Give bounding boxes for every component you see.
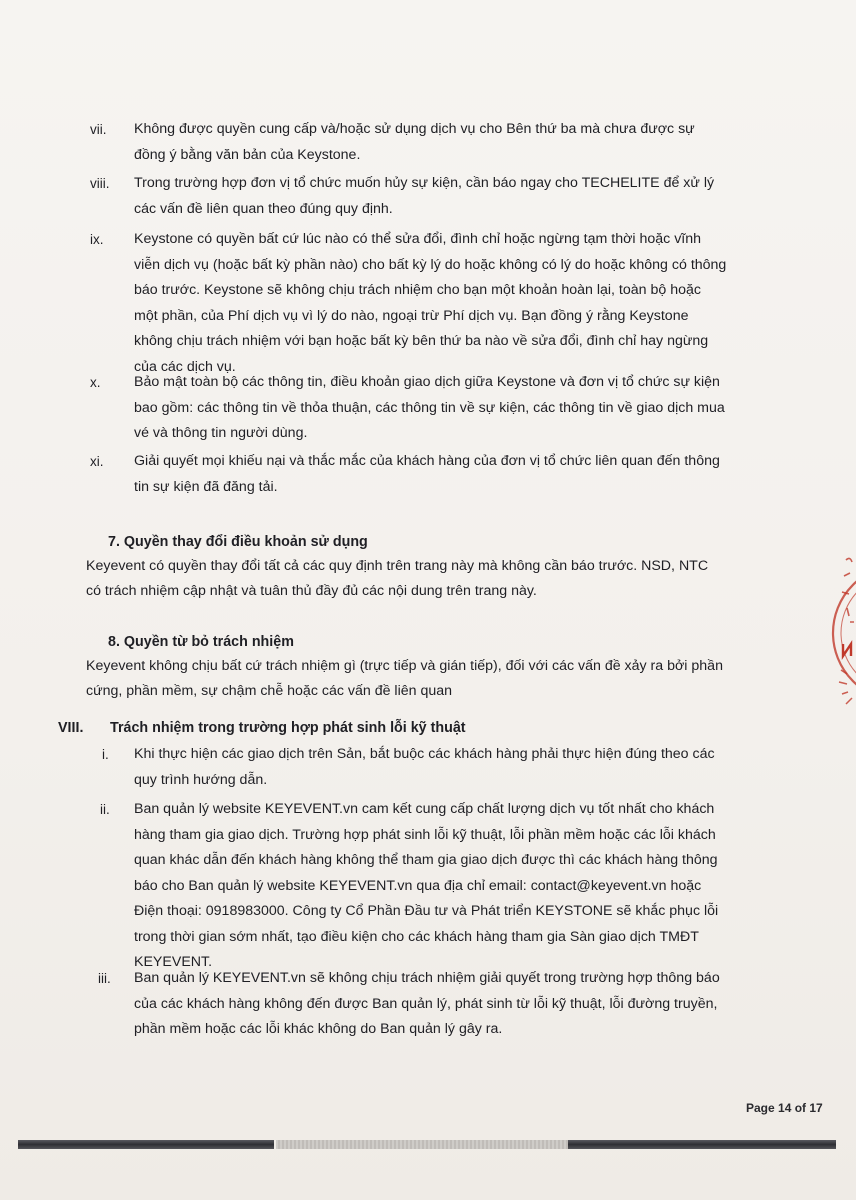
item-text	[134, 370, 774, 447]
text-line: Bảo mật toàn bộ các thông tin, điều khoản giao dịch giữa Keystone và đơn vị tổ chức sự kiện	[134, 374, 720, 390]
item-text	[134, 171, 774, 222]
item-text	[134, 227, 774, 380]
section-8-heading: 8. Quyền từ bỏ trách nhiệm	[108, 634, 294, 650]
text-line: vé và thông tin người dùng.	[134, 425, 308, 441]
page-number	[746, 1101, 823, 1115]
footer-bar-left	[18, 1140, 274, 1149]
item-number: viii.	[90, 176, 110, 191]
text-line: Trong trường hợp đơn vị tổ chức muốn hủy sự kiện, cần báo ngay cho TECHELITE để xử lý	[134, 175, 715, 191]
text-line: có trách nhiệm cập nhật và tuân thủ đầy đủ các nội dung trên trang này.	[86, 583, 537, 599]
section-viii-number: VIII.	[58, 720, 84, 736]
item-text	[134, 117, 774, 168]
text-line: không chịu trách nhiệm với bạn hoặc bất kỳ bên thứ ba nào về sửa đổi, đình chỉ hay ngừng	[134, 333, 709, 349]
text-line: cứng, phần mềm, sự chậm chễ hoặc các vấn đề liên quan	[86, 683, 453, 699]
text-line: các vấn đề liên quan theo đúng quy định.	[134, 200, 393, 217]
text-line: viễn dịch vụ (hoặc bất kỳ phần nào) cho bất kỳ lý do hoặc không có lý do hoặc không có thông	[134, 256, 727, 273]
text-line: hàng tham gia giao dịch. Trường hợp phát sinh lỗi kỹ thuật, lỗi phần mềm hoặc các lỗi khách	[134, 826, 716, 843]
item-number: ix.	[90, 232, 104, 247]
text-line: của các khách hàng không đến được Ban quản lý, phát sinh từ lỗi kỹ thuật, lỗi đường truyền,	[134, 995, 718, 1012]
text-line: của các dịch vụ.	[134, 358, 236, 375]
text-line: báo cho Ban quản lý website KEYEVENT.vn qua địa chỉ email: contact@keyevent.vn hoặc	[134, 877, 702, 894]
item-number: xi.	[90, 454, 104, 469]
item-number: vii.	[90, 122, 107, 137]
text-line: đồng ý bằng văn bản của Keystone.	[134, 146, 361, 163]
text-line: quan khác dẫn đến khách hàng không thể tham gia giao dịch được thì các khách hàng thông	[134, 852, 718, 868]
item-text	[134, 966, 774, 1043]
item-number: iii.	[98, 971, 111, 986]
text-line: trong thời gian sớm nhất, tạo điều kiện cho các khách hàng tham gia Sàn giao dịch TMĐT	[134, 928, 699, 945]
text-line: bao gồm: các thông tin về thỏa thuận, các thông tin về sự kiện, các thông tin về giao dịch mua	[134, 399, 725, 416]
section-8-paragraph	[86, 654, 786, 704]
text-line: một phần, của Phí dịch vụ vì lý do nào, ngoại trừ Phí dịch vụ. Bạn đồng ý rằng Keystone	[134, 307, 689, 324]
text-line: Giải quyết mọi khiếu nại và thắc mắc của khách hàng của đơn vị tổ chức liên quan đến thông	[134, 453, 720, 469]
item-number: ii.	[100, 802, 110, 817]
text-line: Keyevent không chịu bất cứ trách nhiệm gì (trực tiếp và gián tiếp), đối với các vấn đề xảy ra bởi phần	[86, 658, 723, 674]
text-line: Ban quản lý website KEYEVENT.vn cam kết cung cấp chất lượng dịch vụ tốt nhất cho khách	[134, 801, 715, 817]
text-line: Keyevent có quyền thay đổi tất cả các quy định trên trang này mà không cần báo trước. NSD, NTC	[86, 558, 709, 574]
item-number: i.	[102, 747, 109, 762]
item-text	[134, 797, 774, 976]
item-text	[134, 449, 774, 500]
page-label: Page	[746, 1101, 779, 1115]
section-7-paragraph	[86, 554, 786, 604]
stamp-mark	[826, 548, 856, 718]
text-line: Ban quản lý KEYEVENT.vn sẽ không chịu trách nhiệm giải quyết trong trường hợp thông báo	[134, 970, 720, 986]
text-line: KEYEVENT.	[134, 954, 213, 970]
page-of: of	[791, 1101, 810, 1115]
text-line: Keystone có quyền bất cứ lúc nào có thể sửa đổi, đình chỉ hoặc ngừng tạm thời hoặc vĩnh	[134, 231, 702, 247]
text-line: Điện thoại: 0918983000. Công ty Cổ Phần Đầu tư và Phát triển KEYSTONE sẽ khắc phục lỗi	[134, 903, 719, 919]
section-7-heading: 7. Quyền thay đổi điều khoản sử dụng	[108, 534, 368, 550]
text-line: quy trình hướng dẫn.	[134, 771, 268, 788]
text-line: phần mềm hoặc các lỗi khác không do Ban quản lý gây ra.	[134, 1021, 503, 1037]
text-line: tin sự kiện đã đăng tải.	[134, 478, 278, 495]
page-current: 14	[778, 1101, 792, 1115]
footer-bar-right	[568, 1140, 836, 1149]
stamp-partial	[826, 548, 856, 718]
text-line: Không được quyền cung cấp và/hoặc sử dụng dịch vụ cho Bên thứ ba mà chưa được sự	[134, 121, 695, 137]
page-total: 17	[809, 1101, 823, 1115]
text-line: Khi thực hiện các giao dịch trên Sản, bắt buộc các khách hàng phải thực hiện đúng theo các	[134, 746, 715, 762]
item-number: x.	[90, 375, 101, 390]
item-text	[134, 742, 774, 793]
section-viii-heading: Trách nhiệm trong trường hợp phát sinh lỗi kỹ thuật	[110, 720, 466, 736]
footer-bar-middle	[276, 1140, 568, 1149]
text-line: báo trước. Keystone sẽ không chịu trách nhiệm cho bạn một khoản hoàn lại, toàn bộ hoặc	[134, 282, 701, 298]
